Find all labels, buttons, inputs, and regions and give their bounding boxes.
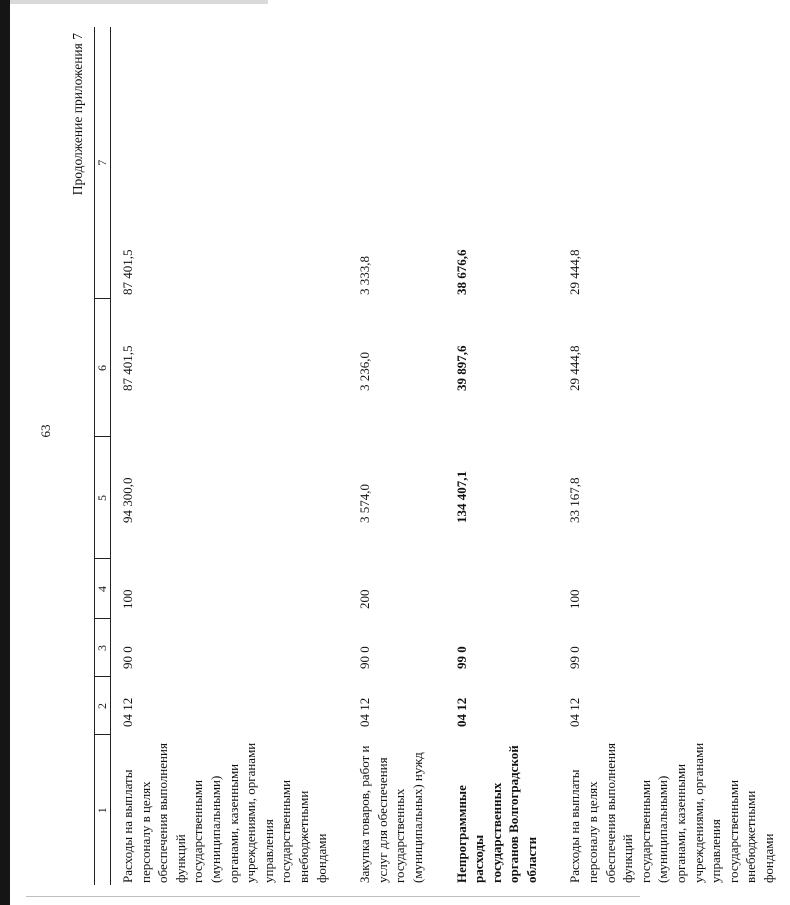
row-value-c4 [439, 559, 553, 619]
row-name-cell: Непрограммные расходы государственных органов Волгоградской области [453, 745, 539, 883]
row-value-c5: 33 167,8 [567, 477, 583, 523]
row-value-c5: 94 300,0 [120, 477, 135, 523]
table-row [439, 27, 553, 885]
scan-top-border [0, 0, 268, 4]
row-value-c3: 99 0 [567, 646, 583, 669]
table-row [342, 27, 438, 885]
budget-table [94, 27, 790, 885]
row-value-c3: 99 0 [453, 646, 469, 669]
row-value-c2: 04 12 [567, 697, 583, 727]
row-value-c4: 200 [357, 589, 373, 609]
row-value-c5: 134 407,1 [453, 471, 469, 523]
row-name-cell: Расходы на выплаты персоналу в целях обеспечения выполнения функций государственными (муниципальными) органами, казенными учреждениями, органами управления государственными внебюджетными фондами [120, 742, 329, 883]
table-row [111, 27, 343, 885]
column-header-4: 4 [95, 559, 111, 619]
row-value-c2: 04 12 [120, 697, 135, 727]
row-value-c4: 100 [567, 589, 583, 609]
column-header-6: 6 [95, 299, 111, 437]
row-value-c3: 90 0 [120, 646, 135, 669]
page-number: 63 [38, 424, 53, 438]
row-value-c7: 3 333,8 [357, 256, 373, 295]
row-value-c3: 90 0 [357, 646, 373, 669]
row-value-c5: 3 574,0 [357, 484, 373, 523]
row-name-cell: Расходы на выплаты персоналу в целях обеспечения выполнения функций государственными (муниципальными) органами, казенными учреждениями, органами управления государственными внебюджетными фондами [567, 742, 776, 883]
scan-bottom-line [26, 896, 640, 897]
row-value-c2: 04 12 [453, 697, 469, 727]
row-value-c2: 04 12 [357, 697, 373, 727]
column-header-5: 5 [95, 437, 111, 559]
column-header-2: 2 [95, 677, 111, 735]
column-header-7: 7 [95, 27, 111, 299]
row-value-c7: 38 676,6 [453, 249, 469, 295]
table-body [111, 27, 790, 885]
row-name-cell: Закупка товаров, работ и услуг для обеспечения государственных (муниципальных) нужд [357, 745, 425, 883]
table-row [552, 27, 789, 885]
row-value-c7: 29 444,8 [567, 249, 583, 295]
column-header-1: 1 [95, 735, 111, 885]
table-header-row [95, 27, 111, 885]
continuation-label: Продолжение приложения 7 [70, 33, 85, 196]
row-value-c4: 100 [120, 589, 135, 609]
row-value-c6: 3 236,0 [357, 352, 373, 391]
scan-left-edge [0, 0, 10, 905]
row-value-c6: 87 401,5 [120, 345, 135, 391]
row-value-c6: 29 444,8 [567, 345, 583, 391]
row-value-c7: 87 401,5 [120, 249, 135, 295]
rotated-page-content [30, 5, 776, 885]
column-header-3: 3 [95, 619, 111, 677]
row-value-c6: 39 897,6 [453, 345, 469, 391]
